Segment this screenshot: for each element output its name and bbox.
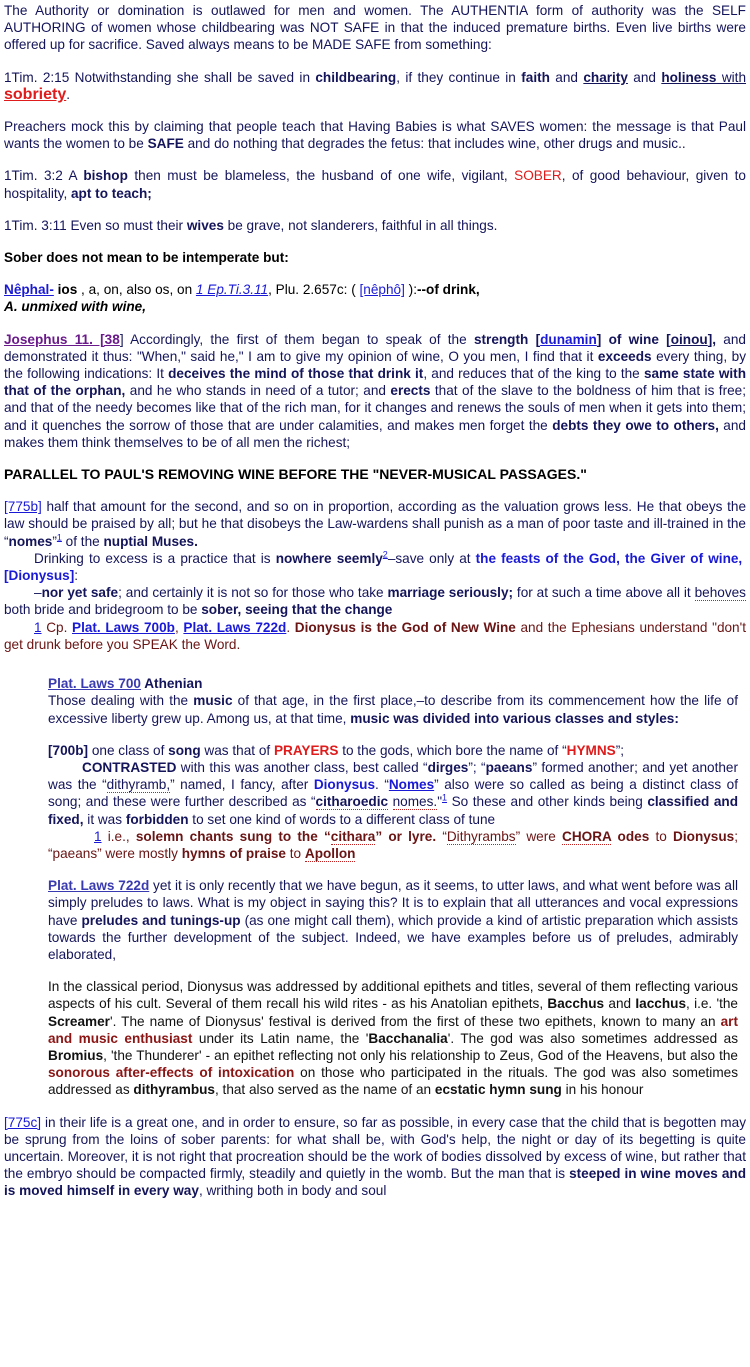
text: Those dealing with the xyxy=(48,693,194,709)
text: ] of wine [ xyxy=(596,331,671,347)
text: with this was another class, best called “ xyxy=(176,759,428,775)
text: , of good behaviour, given to hospitality, xyxy=(4,168,746,201)
text: ], xyxy=(707,331,717,347)
term-nomes: nomes. xyxy=(392,794,438,810)
text: . xyxy=(66,86,71,102)
text: Notwithstanding she shall be saved in xyxy=(69,69,316,85)
text: , 'the Thunderer' - an epithet reflecting not only his relationship to Zeus, God of the Heavens, but also the xyxy=(103,1047,738,1063)
text: ): xyxy=(404,282,417,298)
term-exceeds: exceeds xyxy=(597,348,652,364)
text: i.e., xyxy=(101,828,136,844)
link-oinou[interactable]: oinou xyxy=(670,331,708,347)
term-marriage: marriage seriously; xyxy=(387,585,514,601)
link-laws-722d[interactable]: Plat. Laws 722d xyxy=(183,619,287,635)
josephus-paragraph xyxy=(4,331,746,451)
text: and xyxy=(604,996,636,1012)
text: ” named, I fancy, after xyxy=(170,777,314,793)
term-dionysus: Dionysus xyxy=(673,828,735,844)
text: ”; xyxy=(615,742,625,758)
text: " xyxy=(437,794,443,810)
term-screamer: Screamer xyxy=(48,1013,110,1029)
text: then must be blameless, the husband of one wife, vigilant, xyxy=(127,168,515,184)
text: '. The god was also sometimes addressed as xyxy=(447,1030,739,1046)
link-775b[interactable]: [775b] xyxy=(4,499,42,515)
term-music: music xyxy=(193,693,233,709)
term-dithyrambus: dithyrambus xyxy=(133,1082,215,1098)
text: of the xyxy=(61,533,104,549)
text: . “ xyxy=(375,777,389,793)
section-heading: PARALLEL TO PAUL'S REMOVING WINE BEFORE THE "NEVER-MUSICAL PASSAGES." xyxy=(4,466,587,483)
text: ; and certainly it is not so for those who take xyxy=(118,585,388,601)
text: every thing, by the following indications: It xyxy=(4,348,746,382)
text: ] Accordingly, the first of them began to speak of the xyxy=(119,331,474,347)
term-bromius: Bromius xyxy=(48,1047,104,1063)
text: . xyxy=(286,619,295,635)
term-steeped-in-wine: steeped in wine moves and is moved himself in every way xyxy=(4,1166,746,1199)
text: ” were xyxy=(515,828,563,844)
text: , i.e. 'the xyxy=(686,996,738,1012)
laws-700b-text xyxy=(48,742,738,828)
text: was that of xyxy=(200,742,274,758)
text: to xyxy=(285,845,305,861)
footnote-ref[interactable]: 1 xyxy=(56,532,62,543)
term-of-drink: --of drink, xyxy=(416,282,480,298)
term-hymns: HYMNS xyxy=(566,742,616,758)
term-safe: SAFE xyxy=(147,136,184,152)
term-orphan: same state with that of the orphan, xyxy=(4,366,747,399)
text: and demonstrated it thus: "When," said he," I am to give my opinion of wine, O you men, I find that it xyxy=(4,331,746,364)
text: and he who stands in need of a tutor; and xyxy=(125,383,391,399)
term-cithara: cithara xyxy=(330,828,376,844)
text: and the Ephesians understand "don't get drunk before you SPEAK the Word. xyxy=(4,619,746,652)
term-citharoedic: citharoedic xyxy=(315,794,389,810)
link-nepho[interactable]: [nêphô] xyxy=(359,282,405,298)
term-bacchus: Bacchus xyxy=(547,996,605,1012)
term-dirges: dirges xyxy=(427,759,469,775)
term-god-of-new-wine: Dionysus is the God of New Wine xyxy=(294,619,516,635)
term-lyre: ” or lyre. xyxy=(375,828,437,844)
term-holiness: holiness xyxy=(661,69,717,85)
link-laws-700b[interactable]: Plat. Laws 700b xyxy=(72,619,175,635)
dionysus-epithets-paragraph xyxy=(48,978,738,1098)
link-nomes[interactable]: Nomes xyxy=(388,777,435,793)
term-erects: erects xyxy=(390,383,431,399)
text: , that also served as the name of an xyxy=(214,1082,435,1098)
text: one class of xyxy=(88,742,169,758)
text: (as one might call them), which provide a kind of artistic preparation which assists towards the further development of the subject. Indeed, we have examples before us of preludes, admirably elaborated, xyxy=(48,912,739,962)
link-josephus[interactable]: Josephus 11. [38 xyxy=(4,331,120,347)
text: ” formed another; and yet another was the “ xyxy=(48,759,738,793)
nor-yet-safe-paragraph xyxy=(4,584,746,618)
term-deceives: deceives the mind of those that drink it xyxy=(168,366,424,382)
text: “ xyxy=(436,828,447,844)
term-contrasted: CONTRASTED xyxy=(82,759,177,775)
term-childbearing: childbearing xyxy=(315,69,397,85)
text: 1Tim. 3:11 Even so must their xyxy=(4,217,187,233)
laws-700-title xyxy=(48,675,738,692)
verse-1tim-2-15 xyxy=(4,69,746,103)
link-laws-700[interactable]: Plat. Laws 700 xyxy=(48,676,141,692)
footnote-ref[interactable]: 2 xyxy=(382,549,388,560)
term-apt-to-teach: apt to teach; xyxy=(71,185,152,201)
link-775c[interactable]: [775c] xyxy=(4,1114,42,1130)
text: , if they continue in xyxy=(396,69,522,85)
ref-700b: [700b] xyxy=(48,742,89,758)
text: Preachers mock this by claiming that people teach that Having Babies is what SAVES women: the message is that Paul wants the women to be xyxy=(4,119,746,152)
intro-paragraph: The Authority or domination is outlawed for men and women. The AUTHENTIA form of authority was the SELF AUTHORING of women whose childbearing was NOT SAFE in that the induced premature births. Even live births were offered up for sacrifice. Saved always means to be MADE SAFE from something: xyxy=(4,3,746,53)
term-faith: faith xyxy=(521,69,550,85)
term-sober-change: sober, seeing that the change xyxy=(201,602,393,618)
term-strength: strength [ xyxy=(473,331,541,347)
text: to set one kind of words to a different class of tune xyxy=(188,811,496,827)
text: '. The name of Dionysus' festival is derived from the first of these two epithets, known to many an xyxy=(109,1013,721,1029)
text: both bride and bridegroom to be xyxy=(4,602,202,618)
text: in his honour xyxy=(561,1082,644,1098)
verse-ref: 1Tim. 2:15 xyxy=(4,69,70,85)
term-solemn-chants: solemn chants sung to the “ xyxy=(135,828,331,844)
text: of that age, in the first place,–to describe from its commencement how the life of excessive liberty grew up. Among us, at that time, xyxy=(48,693,738,726)
term-dionysus: Dionysus xyxy=(313,777,376,793)
term-sober: SOBER xyxy=(514,168,562,184)
text: Athenian xyxy=(140,676,203,692)
text: : xyxy=(74,568,79,584)
preachers-paragraph xyxy=(4,118,746,152)
drinking-paragraph xyxy=(4,550,746,584)
text: half that amount for the second, and so on in proportion, according as the valuation grows less. He that obeys the law should be praised by all; but he that disobeys the Law-wardens shall punish as a man of poor taste and ill-trained in the “ xyxy=(4,499,746,549)
term-classified: classified and fixed, xyxy=(48,794,739,827)
laws-722d-text xyxy=(48,877,738,963)
term-forbidden: forbidden xyxy=(125,811,189,827)
text: , writhing both in body and soul xyxy=(198,1183,387,1199)
term-bacchanalia: Bacchanalia xyxy=(368,1030,448,1046)
footnote-number[interactable]: 1 xyxy=(34,619,42,635)
laws-775b xyxy=(4,498,746,550)
text: on those who participated in the rituals. The god was also sometimes addressed as xyxy=(48,1065,738,1098)
term-odes: odes xyxy=(611,828,650,844)
link-dunamin[interactable]: dunamin xyxy=(540,331,597,347)
text: , Plu. 2.657c: ( xyxy=(268,282,360,298)
text: to the gods, which bore the name of “ xyxy=(338,742,567,758)
link-ep-ti[interactable]: 1 Ep.Ti.3.11 xyxy=(195,282,269,298)
laws-700-text xyxy=(48,692,738,726)
term-art-music-enthusiast: art and music enthusiast xyxy=(48,1013,738,1046)
text: , a, on, also os, on xyxy=(77,282,196,298)
term-preludes: preludes and tunings-up xyxy=(81,912,241,928)
text: under its Latin name, the ' xyxy=(192,1030,369,1046)
text: yet it is only recently that we have begun, as it seems, to utter laws, and what went before was all simply preludes to laws. What is my object in saying this? It is to explain that all utterances and vocal expressions have xyxy=(48,878,739,928)
term-song: song xyxy=(168,742,201,758)
text: ; “paeans” were mostly xyxy=(48,828,739,861)
term-feasts: the feasts of the God, the Giver of wine, xyxy=(475,550,743,566)
term-ecstatic-hymn: ecstatic hymn sung xyxy=(434,1082,562,1098)
text: Drinking to excess is a practice that is xyxy=(34,550,276,566)
term-dithyramb: dithyramb, xyxy=(106,777,171,793)
text: In the classical period, Dionysus was addressed by additional epithets and titles, several of them reflecting various aspects of his cult. Several of them recall his wild rites - as his Anatolian epithets, xyxy=(48,979,738,1012)
text: , and reduces that of the king to the xyxy=(423,366,644,382)
text: , xyxy=(174,619,184,635)
term-sobriety: sobriety xyxy=(4,85,67,103)
text: 1Tim. 3:2 A xyxy=(4,168,84,184)
text: be grave, not slanderers, faithful in all things. xyxy=(223,217,498,233)
text: ”; “ xyxy=(468,759,486,775)
verse-1tim-3-2 xyxy=(4,167,746,201)
text: –save only at xyxy=(387,550,476,566)
term-dithyrambs: Dithyrambs xyxy=(446,828,516,844)
definition-unmixed: A. unmixed with wine, xyxy=(4,299,146,315)
text: and xyxy=(549,69,584,85)
link-nephal[interactable]: Nêphal- xyxy=(4,282,54,298)
term-chora: CHORA xyxy=(562,828,612,844)
term-charity: charity xyxy=(583,69,628,85)
term-nowhere-seemly: nowhere seemly xyxy=(275,550,383,566)
term-iacchus: Iacchus xyxy=(635,996,686,1012)
text: and xyxy=(627,69,662,85)
footnote-number[interactable]: 1 xyxy=(94,828,102,844)
term-dionysus: [Dionysus] xyxy=(4,568,75,584)
lexicon-entry xyxy=(4,281,746,315)
term-debts: debts they owe to others, xyxy=(552,417,719,433)
text: – xyxy=(34,585,42,601)
text: in their life is a great one, and in order to ensure, so far as possible, in every case that the child that is begotten may be sprung from the loins of sober parents: for what shall be, with God's help, the night or day of its begetting is quite uncertain. Moreover, it is not right that procreation should be the work of bodies dissolved by excess of wine, but rather that the embryo should be compacted firmly, steadily and quietly in the womb. But the man that is xyxy=(4,1114,746,1182)
term-nor-yet-safe: nor yet safe xyxy=(41,585,119,601)
link-laws-722d[interactable]: Plat. Laws 722d xyxy=(48,878,150,894)
term-music-divided: music was divided into various classes and styles: xyxy=(350,710,679,726)
term-hymns-of-praise: hymns of praise xyxy=(181,845,286,861)
term-sonorous: sonorous after-effects of intoxication xyxy=(48,1065,295,1081)
text: for at such a time above all it xyxy=(513,585,695,601)
term-paeans: paeans xyxy=(485,759,533,775)
text: Cp. xyxy=(41,619,72,635)
text: to xyxy=(649,828,674,844)
text: it was xyxy=(83,811,126,827)
footnote-1 xyxy=(4,619,746,653)
text: So these and other kinds being xyxy=(447,794,648,810)
quote-block xyxy=(48,675,738,1098)
laws-775c xyxy=(4,1114,746,1200)
text: ios xyxy=(53,282,78,298)
text: ” also were so called as being a distinct class of song; and these were further described as “ xyxy=(48,777,738,810)
text: ” xyxy=(52,533,57,549)
term-nomes: nomes xyxy=(8,533,53,549)
term-prayers: PRAYERS xyxy=(273,742,339,758)
text: with xyxy=(716,69,747,85)
text: that of the slave to the boldness of him that is free; and that of the needy becomes like that of the rich man, for it changes and renews the souls of men when it gets into them; and it quenches the sorrow of those that are under calamities, and makes men forget the xyxy=(4,383,747,433)
text: and do nothing that degrades the fetus: that includes wine, other drugs and music.. xyxy=(183,136,686,152)
text: and makes them think themselves to be of all men the richest; xyxy=(4,417,746,450)
term-wives: wives xyxy=(186,217,224,233)
term-behoves: behoves xyxy=(694,585,746,601)
term-apollon: Apollon xyxy=(304,845,356,861)
term-nuptial-muses: nuptial Muses. xyxy=(103,533,198,549)
laws-700b-footnote xyxy=(48,828,738,862)
footnote-ref[interactable]: 1 xyxy=(442,792,448,803)
sober-heading: Sober does not mean to be intemperate but: xyxy=(4,250,289,266)
term-bishop: bishop xyxy=(83,168,128,184)
verse-1tim-3-11 xyxy=(4,217,746,234)
